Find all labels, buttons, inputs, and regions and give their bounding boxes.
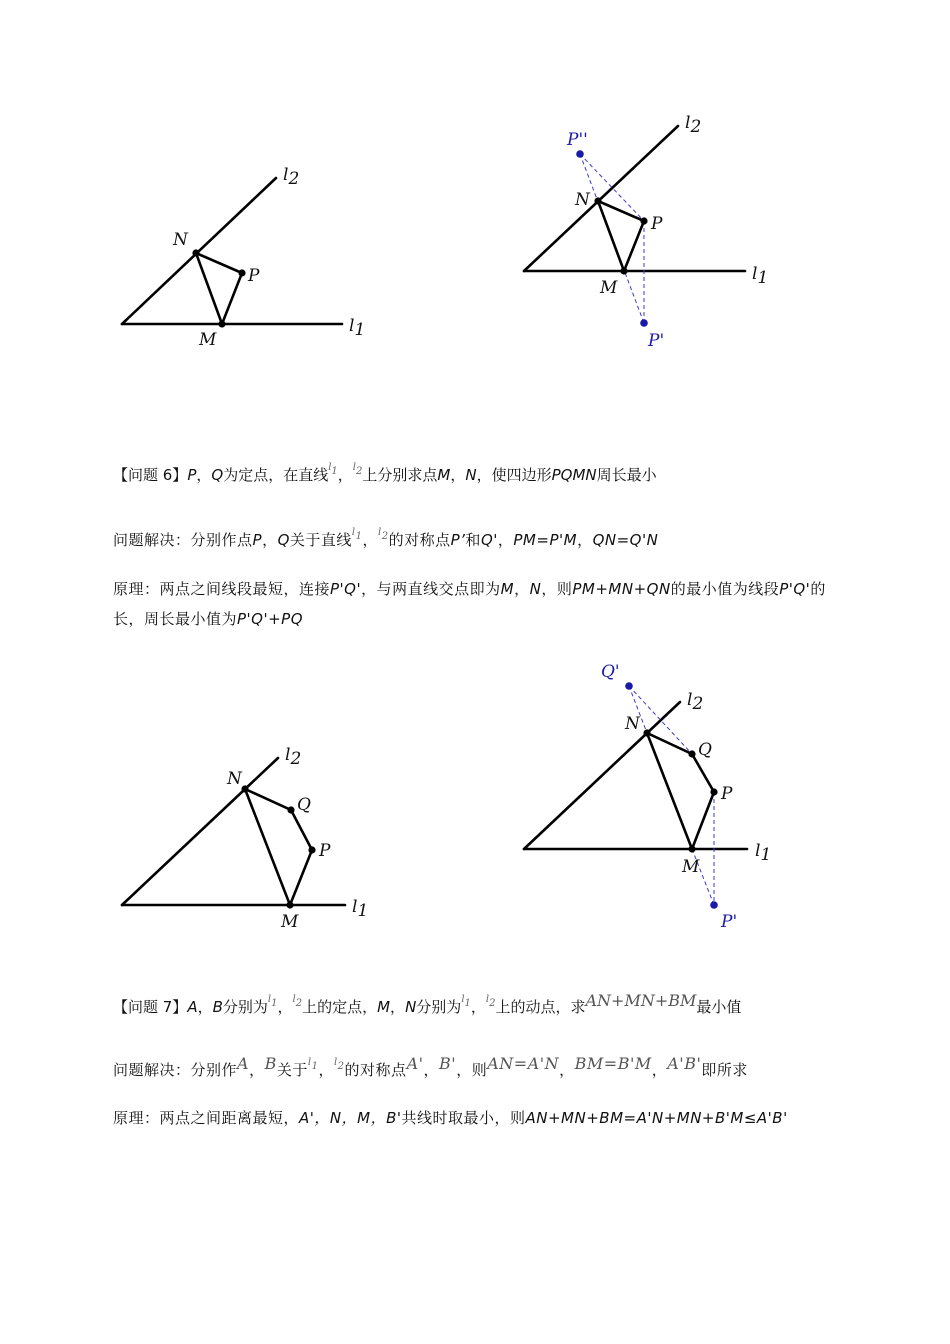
label-l1: l1 bbox=[352, 897, 369, 921]
point-p bbox=[640, 217, 647, 224]
label-l1: l1 bbox=[349, 316, 366, 340]
point-n bbox=[241, 785, 248, 792]
point-q bbox=[688, 750, 695, 757]
label-n: N bbox=[227, 769, 242, 789]
point-p bbox=[308, 846, 315, 853]
label-p-double-prime: P'' bbox=[567, 130, 588, 150]
label-l2: l2 bbox=[285, 745, 302, 769]
line-l2 bbox=[122, 758, 278, 905]
point-m bbox=[286, 901, 293, 908]
problem-7: 【问题 7】A，B分别为$^{l1}$，$^{l2}$上的定点，M，N分别为$^{l1}$，$^{l2}$上的动点，求AN+MN+BM最小值 bbox=[113, 991, 742, 1016]
figure-1 bbox=[100, 160, 380, 360]
label-p-prime: P' bbox=[721, 912, 738, 932]
label-p: P bbox=[248, 266, 260, 286]
label-l2: l2 bbox=[687, 690, 704, 714]
point-n bbox=[192, 249, 199, 256]
label-p: P bbox=[721, 784, 733, 804]
triangle-pmn bbox=[196, 253, 242, 324]
point-m bbox=[620, 267, 627, 274]
point-q-prime bbox=[625, 682, 633, 690]
figure-2 bbox=[500, 100, 790, 360]
point-p bbox=[710, 788, 717, 795]
label-m: M bbox=[199, 330, 217, 350]
label-q: Q bbox=[698, 740, 712, 760]
point-p-prime bbox=[640, 319, 648, 327]
figure-3 bbox=[100, 735, 380, 940]
label-l2: l2 bbox=[283, 165, 300, 189]
principle-6: 原理：两点之间线段最短，连接P'Q'，与两直线交点即为M，N，则PM+MN+QN的最小值为线段P'Q'的长，周长最小值为P'Q'+PQ bbox=[113, 580, 826, 628]
label-n: N bbox=[625, 714, 640, 734]
label-l2: l2 bbox=[685, 113, 702, 137]
point-m bbox=[218, 320, 225, 327]
point-p bbox=[238, 269, 245, 276]
label-m: M bbox=[281, 912, 299, 932]
point-n bbox=[643, 729, 650, 736]
figure-4 bbox=[500, 655, 790, 935]
solution-6: 问题解决：分别作点P，Q关于直线$^{l1}$，$^{l2}$的对称点P’和Q'，PM=P'M，QN=Q'N bbox=[113, 527, 659, 549]
point-p-double-prime bbox=[576, 150, 584, 158]
label-p: P bbox=[651, 214, 663, 234]
problem-6: 【问题 6】P，Q为定点，在直线$^{l1}$，$^{l2}$上分别求点M，N，使四边形PQMN周长最小 bbox=[113, 462, 657, 484]
point-p-prime bbox=[710, 901, 718, 909]
triangle-pmn bbox=[598, 201, 644, 271]
label-p-prime: P' bbox=[648, 331, 665, 351]
label-p: P bbox=[319, 841, 331, 861]
label-l1: l1 bbox=[752, 264, 769, 288]
label-m: M bbox=[682, 857, 700, 877]
solution-7: 问题解决：分别作A，B关于$^{l1}$，$^{l2}$的对称点A'，B'，则AN=A'N，BM=B'M，A'B'即所求 bbox=[113, 1054, 748, 1079]
line-l2 bbox=[524, 126, 678, 271]
line-l2 bbox=[122, 178, 276, 324]
label-m: M bbox=[600, 278, 618, 298]
point-n bbox=[594, 197, 601, 204]
point-q bbox=[287, 806, 294, 813]
label-q: Q bbox=[297, 795, 311, 815]
label-l1: l1 bbox=[755, 841, 772, 865]
label-n: N bbox=[173, 230, 188, 250]
label-n: N bbox=[575, 190, 590, 210]
label-q-prime: Q' bbox=[601, 662, 620, 682]
principle-7: 原理：两点之间距离最短，A'，N，M，B'共线时取最小，则AN+MN+BM=A'N+MN+B'M≤A'B' bbox=[113, 1109, 788, 1127]
point-m bbox=[688, 845, 695, 852]
line-l2 bbox=[524, 702, 680, 849]
